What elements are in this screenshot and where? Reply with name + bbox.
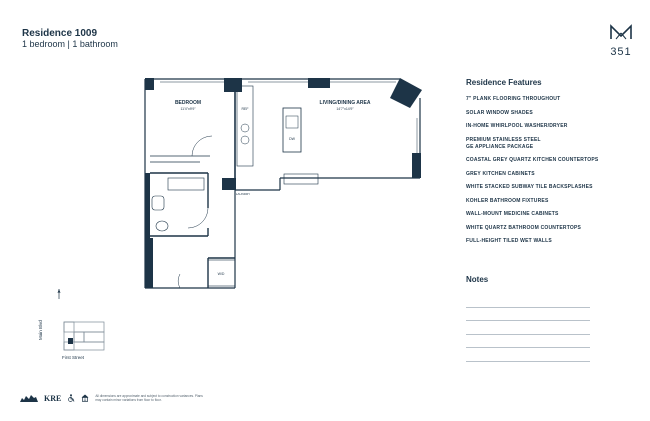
feature-item: 7" PLANK FLOORING THROUGHOUT xyxy=(466,96,561,102)
feature-item: IN-HOME WHIRLPOOL WASHER/DRYER xyxy=(466,123,568,129)
floor-plan-drawing xyxy=(140,78,430,290)
feature-item: WHITE QUARTZ BATHROOM COUNTERTOPS xyxy=(466,224,582,231)
key-plan-map-icon xyxy=(50,318,108,354)
living-label: LIVING/DINING AREA xyxy=(319,100,371,106)
residence-subtitle: 1 bedroom | 1 bathroom xyxy=(22,39,118,49)
features-heading: Residence Features xyxy=(466,78,542,87)
features-panel xyxy=(466,78,636,252)
equal-housing-icon xyxy=(81,389,89,407)
feature-item: SOLAR WINDOW SHADES xyxy=(466,109,533,116)
feature-item: WALL-MOUNT MEDICINE CABINETS xyxy=(466,211,559,217)
bedroom-dims: 11'4"x9'9" xyxy=(180,107,196,111)
kre-logo: KRE xyxy=(44,393,62,403)
note-line xyxy=(466,308,590,322)
feature-item: FULL-HEIGHT TILED WET WALLS xyxy=(466,238,552,244)
residence-title: Residence 1009 xyxy=(22,28,98,39)
laundry-label: LAUNDRY xyxy=(235,192,251,196)
footer xyxy=(20,391,205,405)
disclaimer-text: All dimensions are approximate and subject to construction variances. Plans may contain minor variations from floor to floor. xyxy=(95,394,203,402)
street-first-label: First Street xyxy=(62,355,85,360)
feature-item: GREY KITCHEN CABINETS xyxy=(466,170,535,177)
wd-label: W/D xyxy=(217,272,225,276)
feature-item: PREMIUM STAINLESS STEEL GE APPLIANCE PACKAGE xyxy=(466,136,541,150)
feature-item: KOHLER BATHROOM FIXTURES xyxy=(466,197,549,204)
street-main-label: Main Blvd xyxy=(38,320,43,340)
floor-plan xyxy=(140,78,430,295)
notes-heading: Notes xyxy=(466,275,489,284)
key-plan xyxy=(50,318,108,359)
feature-item: WHITE STACKED SUBWAY TILE BACKSPLASHES xyxy=(466,184,593,190)
north-arrow xyxy=(55,287,63,305)
ref-label: REF xyxy=(241,107,249,111)
dw-label: DW xyxy=(289,137,295,141)
accessibility-icon xyxy=(67,389,75,407)
bedroom-label: BEDROOM xyxy=(174,100,202,106)
note-line xyxy=(466,335,590,349)
brand-number: 351 xyxy=(610,46,632,58)
note-line xyxy=(466,321,590,335)
notes-panel xyxy=(466,275,590,362)
features-list xyxy=(466,96,636,245)
feature-item: COASTAL GREY QUARTZ KITCHEN COUNTERTOPS xyxy=(466,157,599,163)
living-dims: 14'7"x14'9" xyxy=(336,107,354,111)
north-arrow-icon xyxy=(55,288,63,300)
note-line xyxy=(466,294,590,308)
skyline-logo-icon xyxy=(20,389,38,407)
brand-logo xyxy=(606,24,636,58)
mountain-m-logo-icon xyxy=(609,24,633,40)
note-line xyxy=(466,348,590,362)
